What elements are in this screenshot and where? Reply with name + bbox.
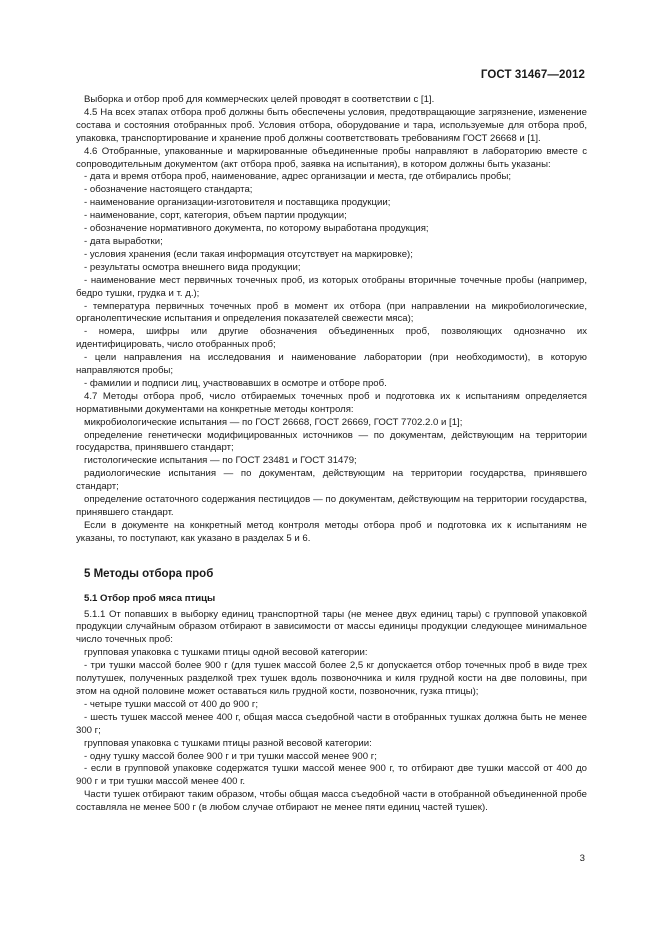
paragraph: определение остаточного содержания пестицидов — по документам, действующим на территории государства, принявшего стандарт.	[76, 494, 587, 518]
list-item: - дата выработки;	[84, 235, 163, 247]
list-item: - цели направления на исследования и наименование лаборатории (при необходимости), в которую направляются пробы;	[76, 352, 587, 377]
list-item: - фамилии и подписи лиц, участвовавших в осмотре и отборе проб.	[84, 377, 387, 389]
paragraph: групповая упаковка с тушками птицы одной весовой категории:	[84, 647, 368, 659]
paragraph: гистологические испытания — по ГОСТ 23481 и ГОСТ 31479;	[84, 455, 357, 467]
paragraph: Если в документе на конкретный метод контроля методы отбора проб и подготовка их к испытаниям не указаны, то поступают, как указано в разделах 5 и 6.	[76, 519, 587, 544]
list-item: - одну тушку массой более 900 г и три тушки массой менее 900 г;	[84, 750, 377, 762]
list-item: - шесть тушек массой менее 400 г, общая масса съедобной части в отобранных тушках должна быть не менее 300 г;	[76, 711, 587, 736]
section-title: 5 Методы отбора проб	[84, 567, 214, 580]
list-item: - условия хранения (если такая информация отсутствует на маркировке);	[84, 248, 413, 260]
paragraph: 4.6 Отобранные, упакованные и маркированные объединенные пробы направляют в лабораторию вместе с сопроводительным документом (акт отбора проб, заявка на испытания), в котором должны быть указаны:	[76, 145, 587, 170]
paragraph: радиологические испытания — по документам, действующим на территории государства, принявшего стандарт;	[76, 468, 587, 493]
page-number: 3	[579, 853, 585, 864]
list-item: - дата и время отбора проб, наименование, адрес организации и места, где отбирались пробы;	[84, 171, 512, 183]
paragraph: групповая упаковка с тушками птицы разной весовой категории:	[84, 737, 372, 749]
paragraph: микробиологические испытания — по ГОСТ 26668, ГОСТ 26669, ГОСТ 7702.2.0 и [1];	[84, 416, 463, 428]
paragraph: 5.1.1 От попавших в выборку единиц транспортной тары (не менее двух единиц тары) с групповой упаковкой продукции случайным образом отбирают в зависимости от массы единицы продукции следующее минимальное число точечных проб:	[76, 608, 587, 646]
paragraph: Выборка и отбор проб для коммерческих целей проводят в соответствии с [1].	[84, 94, 435, 105]
list-item: - наименование организации-изготовителя и поставщика продукции;	[84, 197, 391, 209]
list-item: - если в групповой упаковке содержатся тушки массой менее 900 г, то отбирают две тушки массой от 400 до 900 г и три тушки массой менее 400 г.	[76, 763, 587, 788]
paragraph: определение генетически модифицированных источников — по документам, действующим на территории государства, принявшего стандарт;	[76, 429, 587, 454]
paragraph: Части тушек отбирают таким образом, чтобы общая масса съедобной части в отобранной объединенной пробе составляла не менее 500 г (в любом случае отбирают не менее пяти единиц частей тушек).	[76, 789, 587, 814]
document-header: ГОСТ 31467—2012	[480, 69, 585, 81]
document-body	[76, 94, 587, 815]
paragraph: 4.5 На всех этапах отбора проб должны быть обеспечены условия, предотвращающие загрязнение, изменение состава и состояния отобранных проб. Условия отбора, оборудование и тара, используемые для отбора проб, упаковка, транспортирование и хранение проб должны соответствовать требованиям ГОСТ 26668 и [1].	[76, 106, 587, 144]
list-item: - обозначение нормативного документа, по которому выработана продукция;	[84, 223, 429, 235]
list-item: - температура первичных точечных проб в момент их отбора (при направлении на микробиологические, органолептические испытания и определения показателей свежести мяса);	[76, 300, 587, 325]
list-item: - наименование, сорт, категория, объем партии продукции;	[84, 210, 347, 222]
paragraphs-before	[76, 94, 587, 546]
paragraph: 4.7 Методы отбора проб, число отбираемых точечных проб и подготовка их к испытаниям определяется нормативными документами на конкретные методы контроля:	[76, 390, 587, 415]
list-item: - обозначение настоящего стандарта;	[84, 184, 253, 196]
list-item: - номера, шифры или другие обозначения объединенных проб, позволяющих однозначно их идентифицировать, число отобранных проб;	[76, 326, 587, 351]
list-item: - четыре тушки массой от 400 до 900 г;	[84, 698, 259, 710]
list-item: - три тушки массой более 900 г (для тушек массой более 2,5 кг допускается отбор точечных проб в виде трех полутушек, полученных разделкой трех тушек вдоль позвоночника и киля грудной кости на две половины, при этом на одной половине может оставаться киль грудной кости, позвоночник, гузка птицы);	[76, 660, 587, 697]
subsection-title: 5.1 Отбор проб мяса птицы	[84, 592, 216, 604]
paragraphs-after	[76, 609, 587, 816]
list-item: - наименование мест первичных точечных проб, из которых отобраны вторичные точечные пробы (например, бедро тушки, грудка и т. д.);	[76, 274, 587, 299]
list-item: - результаты осмотра внешнего вида продукции;	[84, 261, 301, 273]
